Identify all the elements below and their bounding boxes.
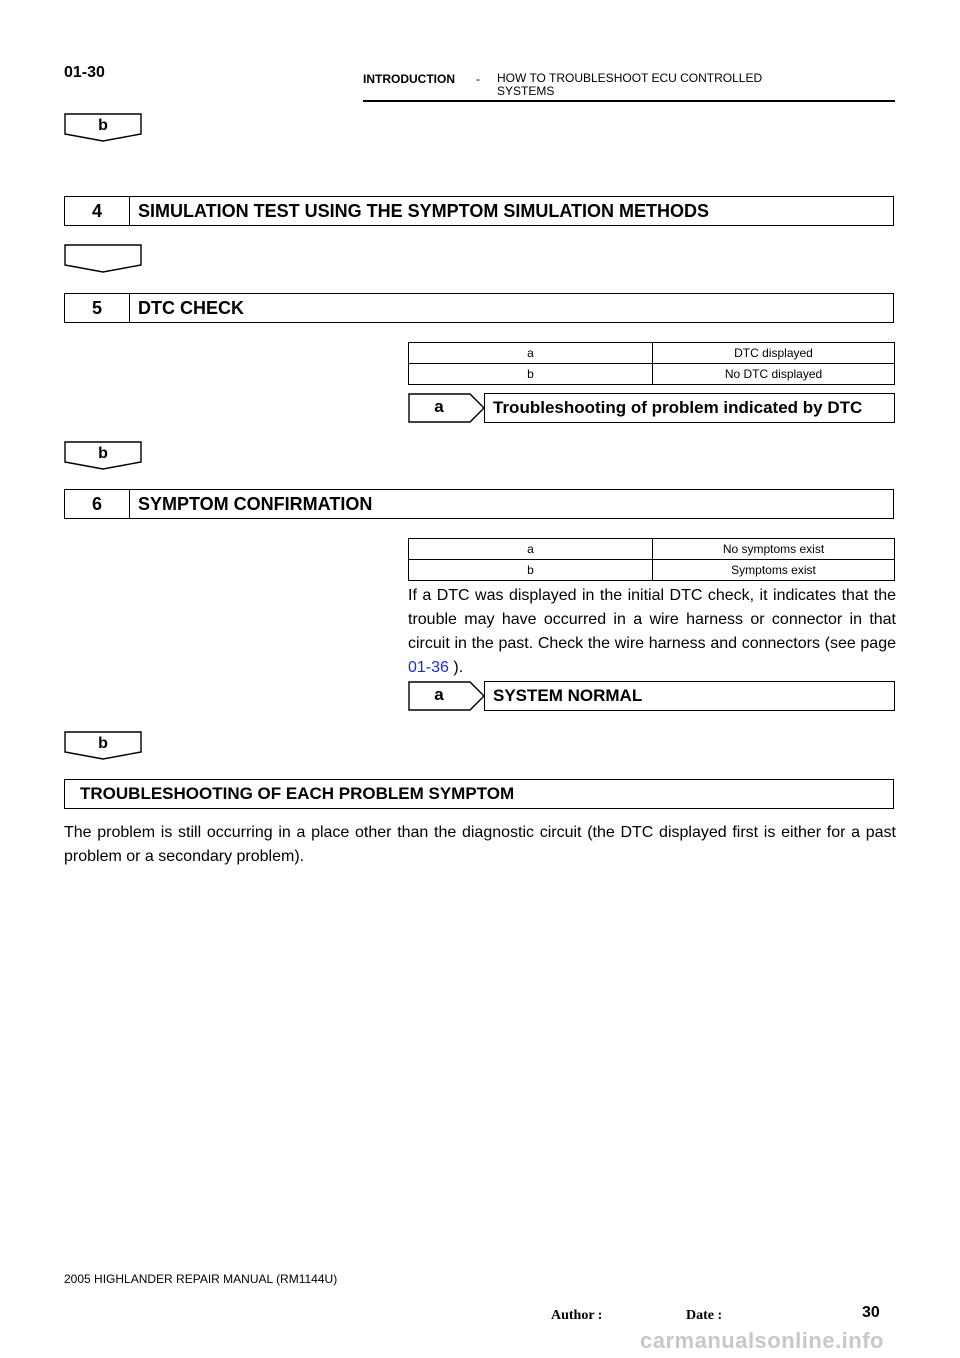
page-code: 01-30 <box>64 64 105 81</box>
flow-chevron-b-3 <box>64 731 142 761</box>
note-text-end: ). <box>448 659 464 676</box>
result-key: b <box>409 364 653 385</box>
result-key: b <box>409 560 653 581</box>
result-value: DTC displayed <box>653 343 895 364</box>
final-step-title: TROUBLESHOOTING OF EACH PROBLEM SYMPTOM <box>80 784 515 803</box>
branch-action: SYSTEM NORMAL <box>484 681 895 711</box>
chevron-label: b <box>98 735 108 752</box>
header-title: HOW TO TROUBLESHOOT ECU CONTROLLED SYSTEMS <box>497 71 763 98</box>
table-row <box>409 560 895 581</box>
page-link[interactable]: 01-36 <box>408 659 449 676</box>
step-6-branch-a <box>408 681 895 711</box>
final-step-box <box>64 779 894 809</box>
step-5-result-table <box>408 342 895 385</box>
author-label: Author : <box>551 1308 603 1323</box>
result-value: Symptoms exist <box>653 560 895 581</box>
watermark: carmanualsonline.info <box>640 1328 884 1353</box>
step-4-box <box>64 196 894 226</box>
page-number: 30 <box>862 1304 880 1321</box>
step-title: SIMULATION TEST USING THE SYMPTOM SIMULATION METHODS <box>138 200 709 221</box>
branch-label: a <box>434 397 444 416</box>
section-name: INTRODUCTION <box>363 72 455 86</box>
table-row <box>409 364 895 385</box>
branch-action: Troubleshooting of problem indicated by DTC <box>484 393 895 423</box>
result-value: No symptoms exist <box>653 539 895 560</box>
step-number: 5 <box>65 294 130 322</box>
step-number: 6 <box>65 490 130 518</box>
step-title: DTC CHECK <box>138 297 244 318</box>
step-number: 4 <box>65 197 130 225</box>
flow-chevron-b-2 <box>64 441 142 471</box>
date-label: Date : <box>686 1308 723 1323</box>
header-rule <box>363 100 895 102</box>
flow-chevron-b-1 <box>64 113 142 143</box>
step-5-branch-a <box>408 393 895 423</box>
final-step-text: The problem is still occurring in a place other than the diagnostic circuit (the DTC displayed first is either for a past problem or a secondary problem). <box>64 824 896 865</box>
manual-title: 2005 HIGHLANDER REPAIR MANUAL (RM1144U) <box>64 1272 338 1286</box>
note-text: If a DTC was displayed in the initial DTC check, it indicates that the trouble may have occurred in a wire harness or connector in that circuit in the past. Check the wire harness and connectors (see page <box>408 587 896 652</box>
chevron-label: b <box>98 445 108 462</box>
step-6-result-table <box>408 538 895 581</box>
step-5-box <box>64 293 894 323</box>
branch-label: a <box>434 685 444 704</box>
table-row <box>409 539 895 560</box>
result-key: a <box>409 539 653 560</box>
step-6-note <box>408 584 896 680</box>
header-dash: - <box>476 72 480 86</box>
result-key: a <box>409 343 653 364</box>
step-title: SYMPTOM CONFIRMATION <box>138 493 373 514</box>
result-value: No DTC displayed <box>653 364 895 385</box>
chevron-label: b <box>98 117 108 134</box>
table-row <box>409 343 895 364</box>
flow-chevron-empty <box>64 244 142 274</box>
step-6-box <box>64 489 894 519</box>
